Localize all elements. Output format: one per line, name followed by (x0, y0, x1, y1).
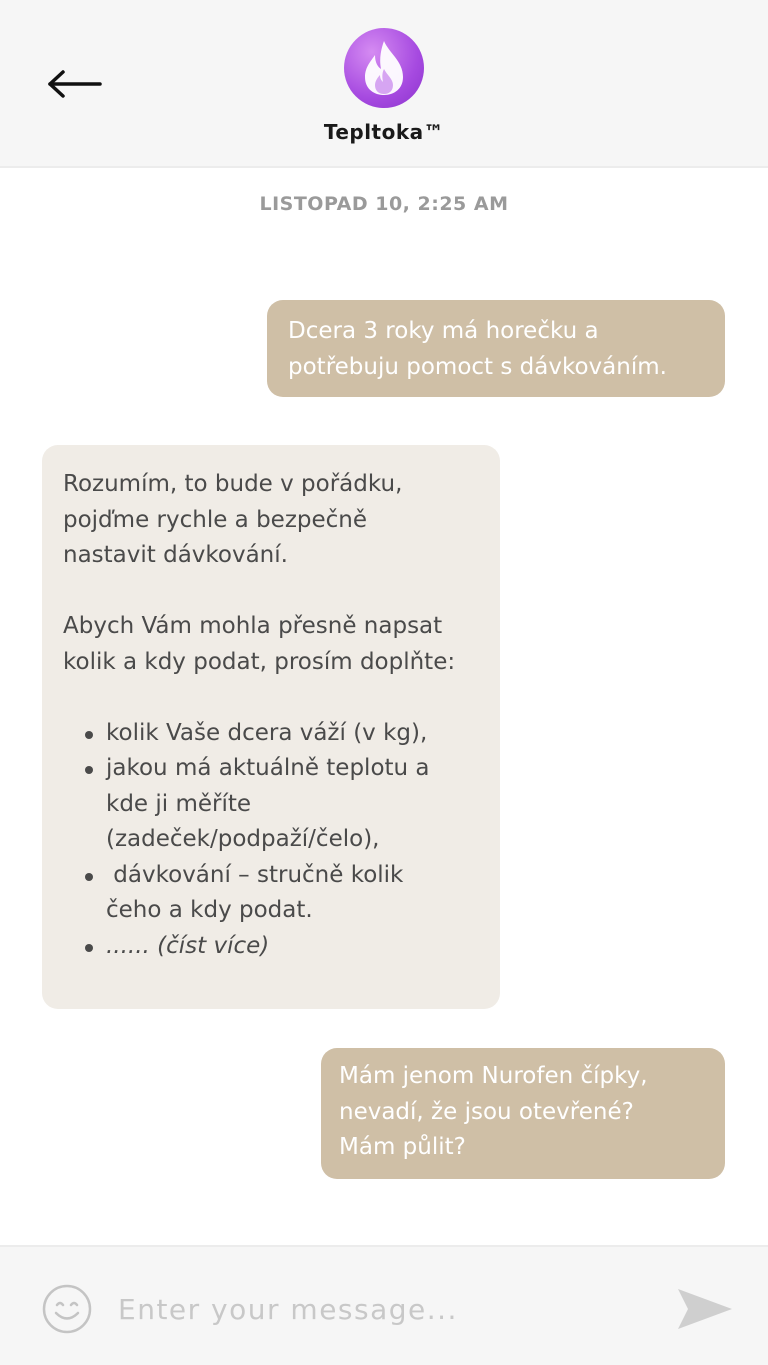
message-line: nastavit dávkování. (63, 542, 288, 568)
user-message-bubble (321, 1048, 725, 1179)
brand-logo (344, 28, 424, 108)
emoji-button[interactable] (41, 1283, 93, 1335)
message-input[interactable] (118, 1283, 638, 1335)
flame-icon (359, 39, 409, 97)
send-button[interactable] (672, 1283, 736, 1335)
message-line: nevadí, že jsou otevřené? (339, 1098, 634, 1125)
smiley-icon (41, 1283, 93, 1335)
list-item-line: kolik Vaše dcera váží (v kg), (106, 719, 428, 746)
message-line: Mám jenom Nurofen čípky, (339, 1063, 648, 1089)
user-message-bubble (267, 300, 725, 397)
bot-message-bubble (42, 445, 500, 1009)
chat-timestamp: LISTOPAD 10, 2:25 AM (259, 193, 509, 215)
read-more-link[interactable]: ...... (číst více) (106, 932, 270, 959)
message-paragraph (63, 609, 484, 680)
list-item-line: jakou má aktuálně teplotu a (106, 755, 430, 781)
send-icon (672, 1283, 736, 1335)
list-item (63, 751, 484, 858)
message-line: kolik a kdy podat, prosím doplňte: (63, 648, 456, 675)
message-line: pojďme rychle a bezpečně (63, 506, 368, 533)
list-item-line: čeho a kdy podat. (106, 897, 313, 923)
arrow-left-icon (46, 69, 102, 99)
list-item-line: kde ji měříte (106, 790, 252, 817)
info-request-list (63, 716, 484, 965)
message-line: Rozumím, to bude v pořádku, (63, 471, 403, 497)
message-line: Mám půlit? (339, 1134, 466, 1160)
list-item (63, 858, 484, 929)
brand-name: Tepltoka™ (323, 120, 445, 144)
list-item-line: dávkování – stručně kolik (106, 861, 404, 888)
list-item-line: (zadeček/podpaží/čelo), (106, 826, 380, 852)
back-button[interactable] (44, 62, 104, 106)
chat-header (0, 0, 768, 168)
message-line: Dcera 3 roky má horečku a (288, 318, 599, 344)
message-paragraph (63, 467, 484, 574)
list-item (63, 716, 484, 752)
list-item (63, 929, 484, 965)
message-line: Abych Vám mohla přesně napsat (63, 613, 443, 639)
message-line: potřebuju pomoct s dávkováním. (288, 353, 667, 380)
message-composer (0, 1245, 768, 1365)
